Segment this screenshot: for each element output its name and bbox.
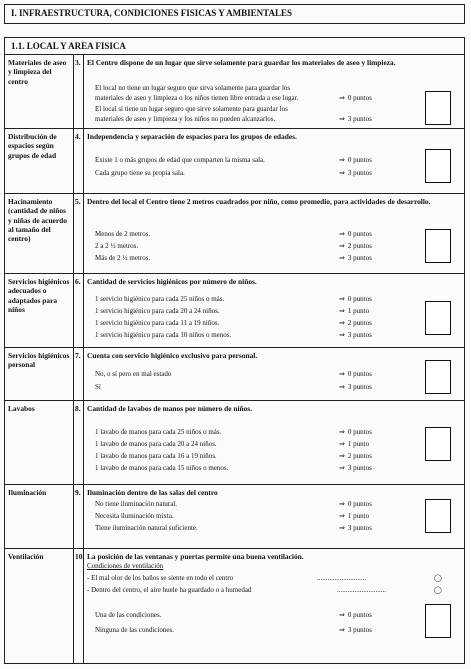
item-number: 3. xyxy=(74,55,84,128)
option-text: El local no tiene un lugar seguro que sirva solamente para guardar los xyxy=(95,84,291,92)
item-row-3 xyxy=(5,55,464,129)
subsection-title: 1.1. LOCAL Y AREA FISICA xyxy=(11,41,126,51)
option-points: ⇒ 3 puntos xyxy=(339,169,372,177)
item-question: Cantidad de servicios higiénicos por número de niños. xyxy=(87,277,257,286)
option-text: El local sí tiene un lugar seguro que sirve solamente para guardar los xyxy=(95,105,288,113)
item-category: Ventilación xyxy=(5,549,74,663)
option-points: ⇒ 2 puntos xyxy=(339,242,372,250)
option-text: Existe 1 o más grupos de edad que comparten la misma sala. xyxy=(95,156,265,164)
item-number: 9. xyxy=(74,485,84,548)
option-text: 1 servicio higiénico para cada 11 a 19 niños. xyxy=(95,319,220,327)
item-question: Dentro del local el Centro tiene 2 metros cuadrados por niño, como promedio, para actividades de desarrollo. xyxy=(87,197,431,206)
option-points: ⇒ 2 puntos xyxy=(339,319,372,327)
item-question: Cuenta con servicio higiénico exclusivo para personal. xyxy=(87,351,258,360)
score-box[interactable] xyxy=(425,360,451,394)
item-category: Lavabos xyxy=(5,401,74,484)
item-number: 8. xyxy=(74,401,84,484)
item-category: Distribución de espacios según grupos de edad xyxy=(5,129,74,193)
option-points: ⇒ 3 puntos xyxy=(339,331,372,339)
option-text: 1 servicio higiénico para cada 10 niños o menos. xyxy=(95,331,232,339)
score-box[interactable] xyxy=(425,604,451,638)
option-points: ⇒ 0 puntos xyxy=(339,370,372,378)
option-points: ⇒ 3 puntos xyxy=(339,626,372,634)
option-text: Sí xyxy=(95,383,101,391)
item-category: Servicios higiénicos adecuados o adaptados para niños xyxy=(5,274,74,347)
option-text: Tiene iluminación natural suficiente. xyxy=(95,524,198,532)
item-number: 4. xyxy=(74,129,84,193)
score-box[interactable] xyxy=(425,499,451,533)
score-box[interactable] xyxy=(425,91,451,125)
item-row-7 xyxy=(5,348,464,401)
option-text: No, o sí pero en mal estado xyxy=(95,370,172,378)
option-points: ⇒ 0 puntos xyxy=(339,156,372,164)
option-text: Ninguna de las condiciones. xyxy=(95,626,174,634)
option-points: ⇒ 0 puntos xyxy=(339,230,372,238)
option-text: Menos de 2 metros. xyxy=(95,230,151,238)
option-points: ⇒ 3 puntos xyxy=(339,524,372,532)
item-category: Iluminación xyxy=(5,485,74,548)
item-number: 6. xyxy=(74,274,84,347)
score-box[interactable] xyxy=(425,229,451,263)
section-title: I. INFRAESTRUCTURA, CONDICIONES FISICAS Y AMBIENTALES xyxy=(11,8,292,18)
condition-item: - Dentro del centro, el aire huele ha guardado o a humedad ............................ ◯ xyxy=(87,586,442,594)
section-header xyxy=(4,4,465,24)
option-text: 1 lavabo de manos para cada 20 a 24 niños. xyxy=(95,440,217,448)
option-text: Una de las condiciones. xyxy=(95,611,162,619)
score-box[interactable] xyxy=(425,149,451,183)
item-row-6 xyxy=(5,274,464,348)
option-text: 1 lavabo de manos para cada 25 niños o más. xyxy=(95,428,222,436)
option-points: ⇒ 3 puntos xyxy=(339,115,372,123)
item-row-5 xyxy=(5,194,464,274)
option-points: ⇒ 3 puntos xyxy=(339,383,372,391)
conditions-label: Condiciones de ventilación xyxy=(87,562,164,570)
condition-checkbox[interactable]: ◯ xyxy=(434,574,442,582)
option-text: 1 lavabo de manos para cada 16 a 19 niños. xyxy=(95,452,217,460)
option-points: ⇒ 0 puntos xyxy=(339,295,372,303)
score-box[interactable] xyxy=(425,301,451,335)
option-text: 1 servicio higiénico para cada 20 a 24 niños. xyxy=(95,307,220,315)
option-points: ⇒ 0 puntos xyxy=(339,500,372,508)
option-text: materiales de aseo y limpieza y los niños no pueden alcanzarlos. xyxy=(95,115,276,123)
evaluation-table xyxy=(4,54,465,664)
option-points: ⇒ 3 puntos xyxy=(339,254,372,262)
item-category: Hacinamiento (cantidad de niños y niñas de acuerdo al tamaño del centro) xyxy=(5,194,74,273)
option-text: Más de 2 ½ metros. xyxy=(95,254,151,262)
option-points: ⇒ 0 puntos xyxy=(339,94,372,102)
option-points: ⇒ 0 puntos xyxy=(339,611,372,619)
option-points: ⇒ 3 puntos xyxy=(339,464,372,472)
item-row-4 xyxy=(5,129,464,194)
item-question: El Centro dispone de un lugar que sirve solamente para guardar los materiales de aseo y limpieza. xyxy=(87,58,396,67)
option-text: No tiene iluminación natural. xyxy=(95,500,178,508)
condition-item: - El mal olor de los baños se siente en todo el centro ............................ ◯ xyxy=(87,574,442,582)
item-number: 7. xyxy=(74,348,84,400)
option-text: 1 servicio higiénico para cada 25 niños o más. xyxy=(95,295,225,303)
item-question: Iluminación dentro de las salas del centro xyxy=(87,488,218,497)
item-number: 10. xyxy=(74,549,84,663)
condition-checkbox[interactable]: ◯ xyxy=(434,586,442,594)
item-row-10 xyxy=(5,549,464,663)
item-row-8 xyxy=(5,401,464,485)
option-text: Cada grupo tiene su propia sala. xyxy=(95,169,185,177)
item-category: Materiales de aseo y limpieza del centro xyxy=(5,55,74,128)
option-points: ⇒ 1 punto xyxy=(339,512,370,520)
option-points: ⇒ 2 puntos xyxy=(339,452,372,460)
item-number: 5. xyxy=(74,194,84,273)
option-text: Necesita iluminación mixta. xyxy=(95,512,174,520)
option-text: 2 a 2 ½ metros. xyxy=(95,242,139,250)
subsection-header xyxy=(4,37,465,55)
item-category: Servicios higiénicos personal xyxy=(5,348,74,400)
option-points: ⇒ 0 puntos xyxy=(339,428,372,436)
option-text: materiales de aseo y limpieza o los niños tienen libre entrada a ese lugar. xyxy=(95,94,299,102)
item-question: La posición de las ventanas y puertas permite una buena ventilación. xyxy=(87,552,304,561)
item-question: Cantidad de lavabos de manos por número de niños. xyxy=(87,404,253,413)
item-question: Independencia y separación de espacios para los grupos de edades. xyxy=(87,132,297,141)
option-points: ⇒ 1 punto xyxy=(339,307,370,315)
score-box[interactable] xyxy=(425,427,451,461)
option-text: 1 lavabo de manos para cada 15 niños o menos. xyxy=(95,464,229,472)
item-row-9 xyxy=(5,485,464,549)
option-points: ⇒ 1 punto xyxy=(339,440,370,448)
